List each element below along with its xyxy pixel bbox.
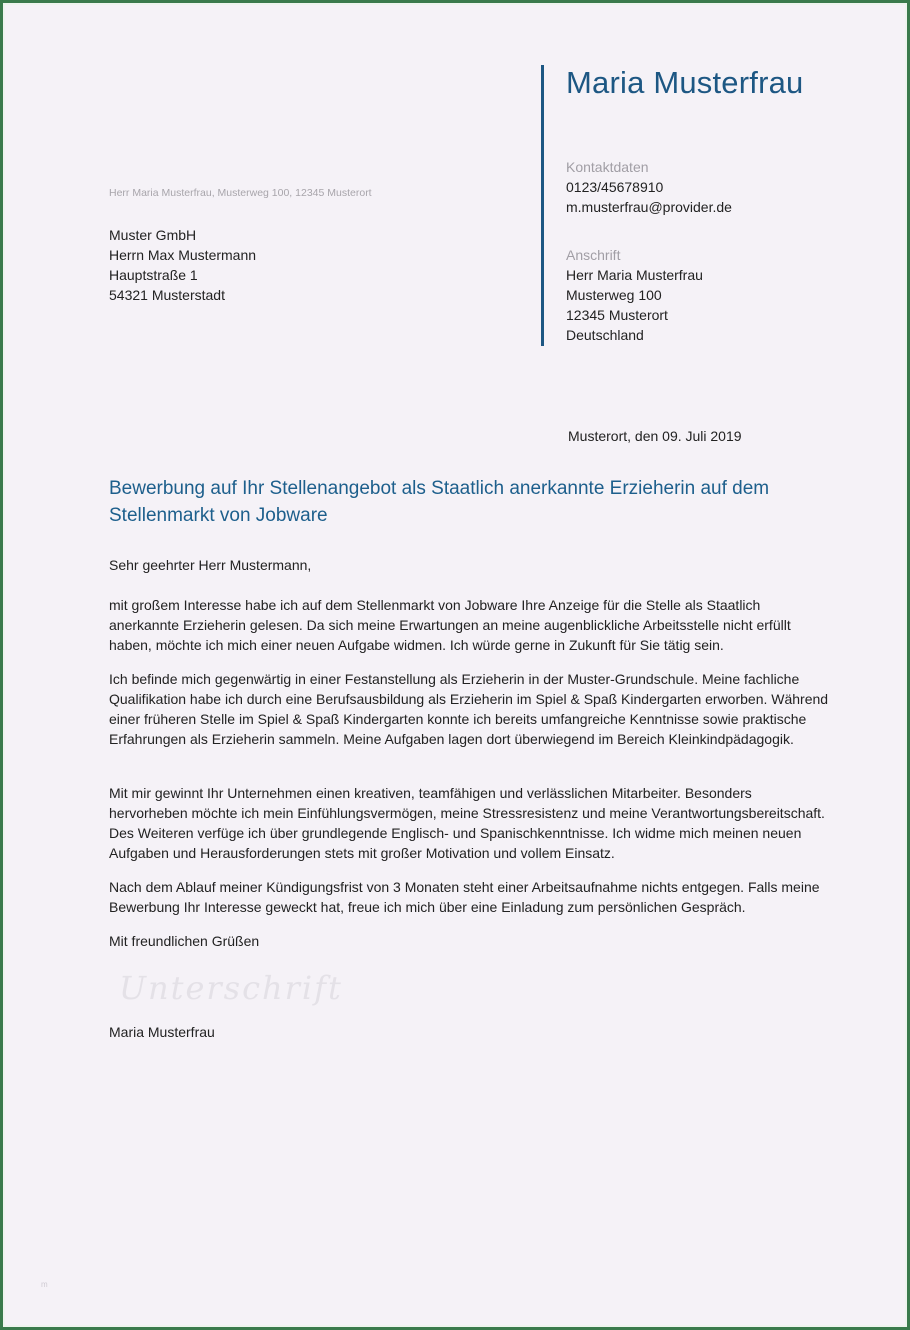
date-line: Musterort, den 09. Juli 2019: [568, 428, 742, 444]
signer-name: Maria Musterfrau: [109, 1024, 215, 1040]
return-address: Herr Maria Musterfrau, Musterweg 100, 12345 Musterort: [109, 187, 372, 199]
recipient-line: 54321 Musterstadt: [109, 287, 225, 303]
body-paragraph: Mit mir gewinnt Ihr Unternehmen einen kreativen, teamfähigen und verlässlichen Mitarbeiter. Besonders hervorheben möchte ich mein Einfühlungsvermögen, meine Stressresistenz und meine Verantwortungsbereitschaft. Des Weiteren verfüge ich über grundlegende Englisch- und Spanischkenntnisse. Ich widme mich meinen neuen Aufgaben und Herausforderungen stets mit großer Motivation und vollem Einsatz.: [109, 785, 825, 861]
sender-address-line: Musterweg 100: [566, 287, 662, 303]
recipient-line: Herrn Max Mustermann: [109, 247, 257, 263]
body-paragraph: mit großem Interesse habe ich auf dem Stellenmarkt von Jobware Ihre Anzeige für die Stelle als Staatlich anerkannte Erzieherin gelesen. Da sich meine Erwartungen an meine augenblickliche Arbeitsstelle nicht erfüllt haben, möchte ich mich einer neuen Aufgabe widmen. Ich würde gerne in Zukunft für Sie tätig sein.: [109, 597, 791, 653]
subject-line: Bewerbung auf Ihr Stellenangebot als Staatlich anerkannte Erzieherin auf dem Stellenmarkt von Jobware: [109, 478, 770, 526]
address-label: Anschrift: [566, 247, 621, 263]
salutation: Sehr geehrter Herr Mustermann,: [109, 557, 312, 573]
signature-placeholder: Unterschrift: [119, 969, 343, 1007]
sender-address-line: Herr Maria Musterfrau: [566, 267, 703, 283]
contact-label: Kontaktdaten: [566, 159, 649, 175]
recipient-line: Muster GmbH: [109, 227, 197, 243]
sender-address-line: 12345 Musterort: [566, 307, 668, 323]
sender-email: m.musterfrau@provider.de: [566, 199, 732, 215]
body-paragraph: Nach dem Ablauf meiner Kündigungsfrist von 3 Monaten steht einer Arbeitsaufnahme nichts entgegen. Falls meine Bewerbung Ihr Interesse geweckt hat, freue ich mich über eine Einladung zum persönlichen Gespräch.: [109, 879, 820, 915]
sender-name: Maria Musterfrau: [566, 65, 804, 100]
accent-bar: [541, 65, 544, 346]
sender-phone: 0123/45678910: [566, 179, 664, 195]
body-paragraph: Ich befinde mich gegenwärtig in einer Festanstellung als Erzieherin in der Muster-Grundschule. Meine fachliche Qualifikation habe ich durch eine Berufsausbildung als Erzieherin im Spiel & Spaß Kindergarten erworben. Während einer früheren Stelle im Spiel & Spaß Kindergarten konnte ich bereits umfangreiche Kenntnisse sowie praktische Erfahrungen als Erzieherin sammeln. Meine Aufgaben lagen dort überwiegend im Bereich Kleinkindpädagogik.: [109, 671, 829, 747]
sender-address-line: Deutschland: [566, 327, 644, 343]
page-marker: m: [41, 1280, 48, 1289]
recipient-line: Hauptstraße 1: [109, 267, 198, 283]
closing: Mit freundlichen Grüßen: [109, 933, 260, 949]
letter-page: [3, 3, 907, 1327]
